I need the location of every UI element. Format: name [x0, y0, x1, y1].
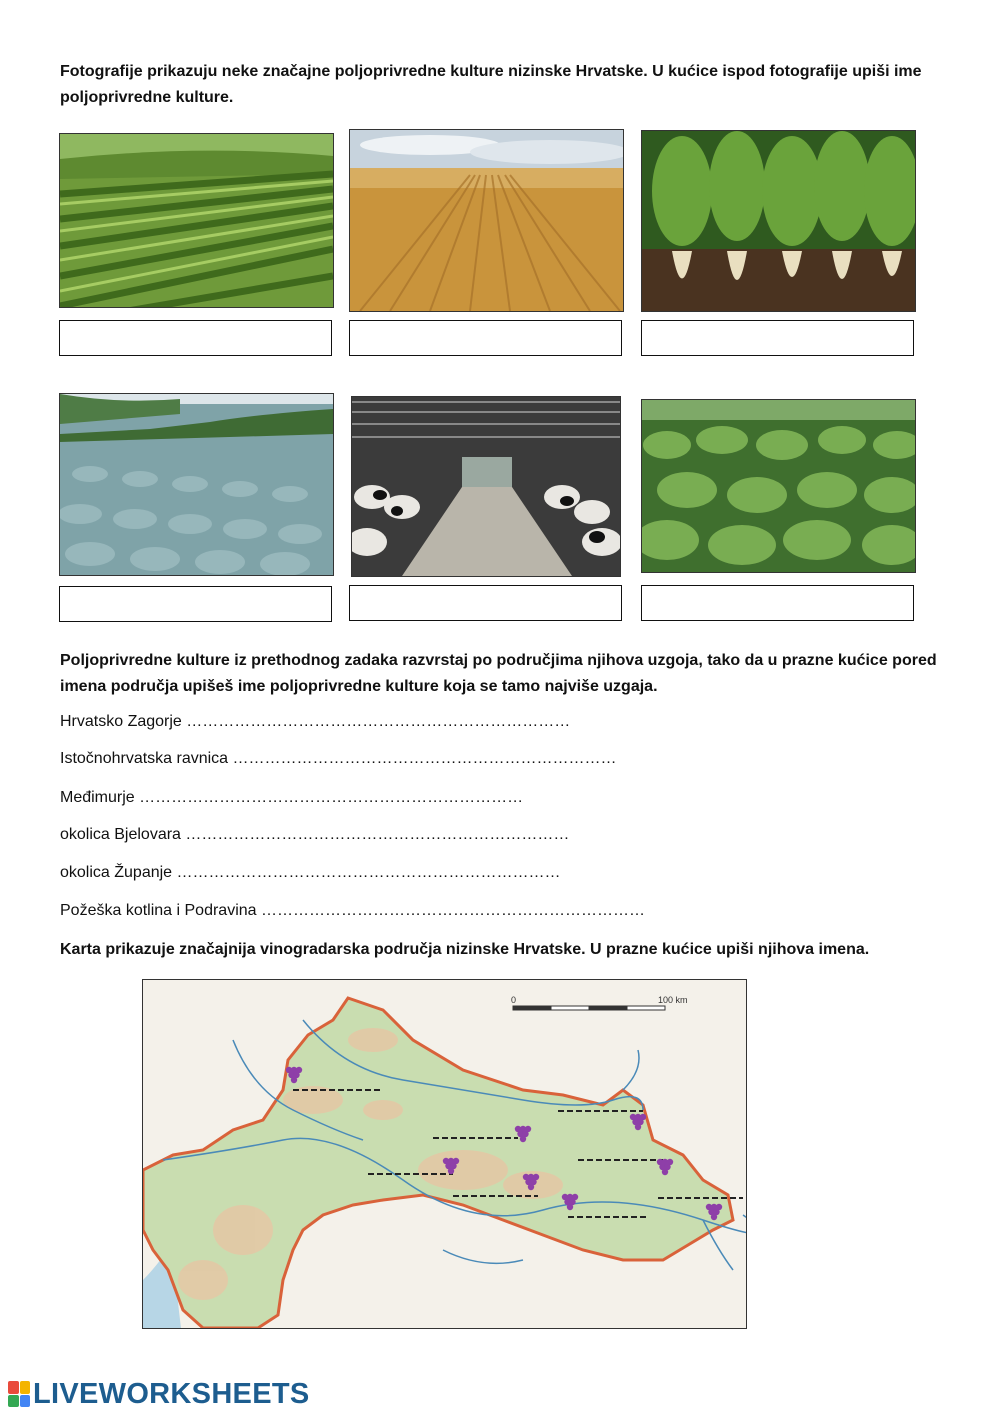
scale-end-label: 100 km	[658, 995, 688, 1005]
answer-line[interactable]: ………………………………………………………………	[261, 902, 646, 919]
answer-box-4[interactable]	[59, 586, 332, 622]
task1-instruction: Fotografije prikazuju neke značajne poljoprivredne kulture nizinske Hrvatske. U kućice ispod fotografije upiši ime poljoprivredne kulture.	[60, 63, 922, 106]
region-row-4	[60, 826, 569, 844]
region-row-2	[60, 750, 617, 768]
region-row-5	[60, 864, 561, 882]
answer-box-6[interactable]	[641, 585, 914, 621]
region-name: okolica Županje	[60, 864, 173, 881]
vineyard-map	[142, 979, 747, 1329]
answer-line[interactable]: ………………………………………………………………	[176, 864, 561, 881]
answer-line[interactable]: ………………………………………………………………	[185, 826, 570, 843]
answer-box-3[interactable]	[641, 320, 914, 356]
task2-instruction: Poljoprivredne kulture iz prethodnog zadaka razvrstaj po područjima njihova uzgoja, tako da u prazne kućice pored imena područja upišeš ime poljoprivredne kulture koja se tamo najviše uzgaja.	[60, 652, 937, 695]
region-name: Hrvatsko Zagorje	[60, 713, 182, 730]
answer-line[interactable]: ………………………………………………………………	[139, 789, 524, 806]
region-name: Požeška kotlina i Podravina	[60, 902, 257, 919]
answer-line[interactable]: ………………………………………………………………	[232, 750, 617, 767]
scale-start-label: 0	[511, 995, 517, 1005]
region-name: Međimurje	[60, 789, 135, 806]
cattle-barn-photo	[351, 396, 621, 577]
answer-box-5[interactable]	[349, 585, 622, 621]
answer-box-1[interactable]	[59, 320, 332, 356]
vineyard-photo	[59, 133, 334, 308]
region-row-1	[60, 713, 570, 731]
wheat-field-photo	[349, 129, 624, 312]
tobacco-field-photo	[641, 399, 916, 573]
region-row-6	[60, 902, 645, 920]
logo-cube-icon	[8, 1381, 30, 1407]
liveworksheets-logo	[8, 1379, 310, 1409]
sugar-beet-photo	[641, 130, 916, 312]
scale-bar	[513, 1006, 665, 1010]
answer-line[interactable]: ………………………………………………………………	[186, 713, 571, 730]
cabbage-field-photo	[59, 393, 334, 576]
logo-text: LIVEWORKSHEETS	[33, 1377, 310, 1410]
task3-instruction: Karta prikazuje značajnija vinogradarska područja nizinske Hrvatske. U prazne kućice upiši njihova imena.	[60, 941, 870, 958]
region-row-3	[60, 789, 523, 807]
answer-box-2[interactable]	[349, 320, 622, 356]
region-name: Istočnohrvatska ravnica	[60, 750, 229, 767]
region-name: okolica Bjelovara	[60, 826, 181, 843]
